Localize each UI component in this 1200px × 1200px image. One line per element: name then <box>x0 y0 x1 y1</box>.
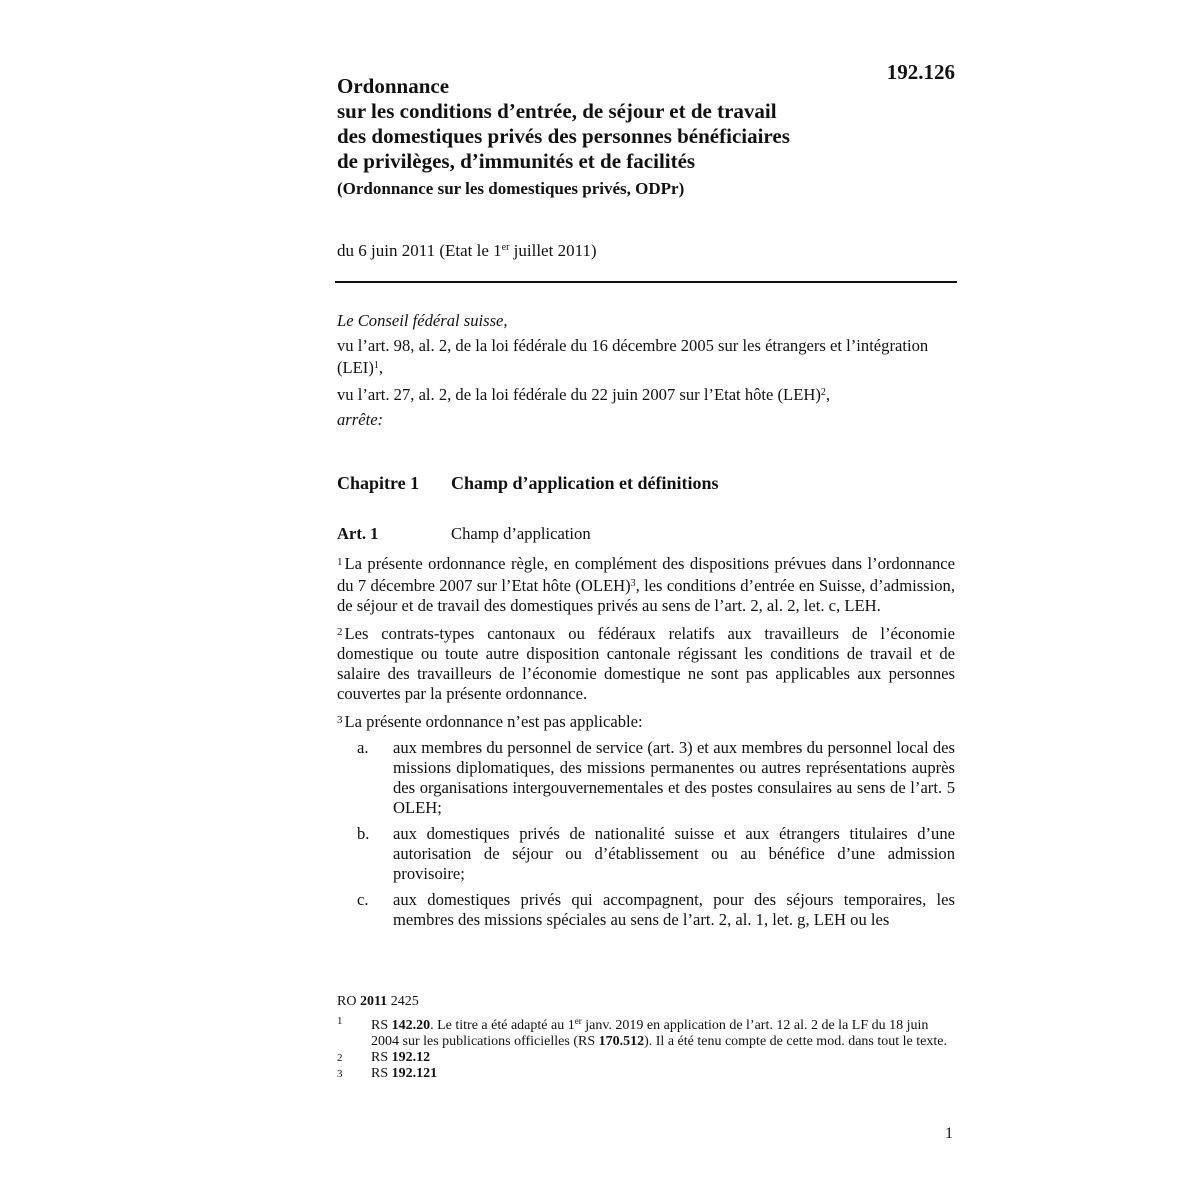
title-line: sur les conditions d’entrée, de séjour et de travail <box>337 99 777 123</box>
title-line: de privilèges, d’immunités et de facilités <box>337 149 696 173</box>
short-title: (Ordonnance sur les domestiques privés, ODPr) <box>337 179 685 198</box>
footnote-3-rs-link[interactable]: 192.121 <box>391 1066 438 1081</box>
paragraph-1 <box>337 552 955 616</box>
chapter-heading <box>337 473 719 494</box>
list-text: aux membres du personnel de service (art. 3) et aux membres du personnel local des missions diplomatiques, des missions permanentes ou autres représentations auprès des organisations intergouvernementales et des postes consulaires au sens de l’art. 5 OLEH; <box>393 738 955 817</box>
ro-prefix: RO <box>337 994 357 1009</box>
list-item <box>337 824 955 884</box>
footnote-ref-1[interactable]: 1 <box>373 360 379 371</box>
footnote-ref-3[interactable]: 3 <box>630 578 636 589</box>
preamble-basis-2 <box>337 383 957 405</box>
article-heading <box>337 524 591 544</box>
list-item <box>337 738 955 818</box>
footnote-number: 2 <box>337 1052 343 1064</box>
title-line: des domestiques privés des personnes bénéficiaires <box>337 124 790 148</box>
chapter-number: Chapitre 1 <box>337 473 420 493</box>
date-suffix: juillet 2011) <box>509 241 597 260</box>
paragraph-3 <box>337 710 955 732</box>
footnote-2-part: RS <box>371 1050 392 1065</box>
title-line: Ordonnance <box>337 74 450 98</box>
paragraph-number: 2 <box>337 626 343 638</box>
footnote-2 <box>337 1050 947 1066</box>
footnote-1-sup: er <box>574 1016 582 1026</box>
document-title <box>337 74 897 200</box>
footnote-1-part: ). Il a été tenu compte de cette mod. dans tout le texte. <box>644 1034 947 1049</box>
paragraph-1-text-b: , les conditions d’entrée en Suisse, d’admission, de séjour et de travail des domestiques privés au sens de l’art. 2, al. 2, let. c, LEH. <box>337 576 955 615</box>
footnote-1 <box>337 1013 947 1050</box>
ro-year: 2011 <box>359 994 388 1009</box>
chapter-title: Champ d’application et définitions <box>451 473 719 493</box>
paragraph-2 <box>337 622 955 704</box>
footnote-text <box>371 1066 947 1082</box>
paragraph-number: 3 <box>337 714 343 726</box>
document-number: 192.126 <box>886 60 955 84</box>
footnote-1-rs-link-2[interactable]: 170.512 <box>598 1034 645 1049</box>
paragraph-number: 1 <box>337 556 343 568</box>
footnote-2-rs-link[interactable]: 192.12 <box>391 1050 431 1065</box>
ro-page: 2425 <box>390 994 419 1009</box>
footnote-1-part: RS <box>371 1018 392 1033</box>
preamble-decision: arrête: <box>337 410 384 429</box>
preamble-authority: Le Conseil fédéral suisse, <box>337 311 508 330</box>
list-letter: c. <box>357 890 369 909</box>
footnote-number: 3 <box>337 1068 343 1080</box>
footnote-3 <box>337 1066 947 1082</box>
footnote-1-part: janv. 2019 en application de l’art. 12 al. 2 de la LF du 18 juin 2004 sur les publications officielles (RS <box>371 1018 929 1049</box>
page-number: 1 <box>945 1125 953 1142</box>
preamble-basis-2-end: , <box>825 385 831 404</box>
paragraph-2-text: Les contrats-types cantonaux ou fédéraux relatifs aux travailleurs de l’économie domestique ou toute autre disposition cantonale régissant les conditions de travail et de salaire des travailleurs de l’économie domestique ne sont pas applicables aux personnes couvertes par la présente ordonnance. <box>337 624 955 703</box>
list-text: aux domestiques privés de nationalité suisse et aux étrangers titulaires d’une autorisation de séjour ou d’établissement ou au bénéfice d’une admission provisoire; <box>393 824 955 883</box>
document-page <box>337 0 957 1200</box>
footnote-text <box>371 1050 947 1066</box>
preamble-basis-1-end: , <box>378 358 384 377</box>
footnote-ref-2[interactable]: 2 <box>820 387 826 398</box>
preamble-basis-2-text: vu l’art. 27, al. 2, de la loi fédérale du 22 juin 2007 sur l’Etat hôte (LEH) <box>337 385 821 404</box>
footnote-text <box>371 1013 947 1050</box>
date-superscript: er <box>501 242 510 253</box>
article-body <box>337 552 955 936</box>
list-text: aux domestiques privés qui accompagnent, pour des séjours temporaires, les membres des missions spéciales au sens de l’art. 2, al. 1, let. g, LEH ou les <box>393 890 955 929</box>
footnotes <box>337 994 947 1082</box>
paragraph-1-text-a: La présente ordonnance règle, en complément des dispositions prévues dans l’ordonnance du 7 décembre 2007 sur l’Etat hôte (OLEH) <box>337 554 955 595</box>
preamble-basis-1 <box>337 336 957 378</box>
paragraph-3-text: La présente ordonnance n’est pas applicable: <box>344 712 643 731</box>
list-letter: b. <box>357 824 370 843</box>
official-compilation-reference <box>337 994 947 1010</box>
article-title: Champ d’application <box>451 524 591 543</box>
preamble <box>337 311 957 435</box>
footnote-1-part: . Le titre a été adapté au 1 <box>430 1018 575 1033</box>
list-letter: a. <box>357 738 369 757</box>
date-line <box>337 241 597 261</box>
header-divider <box>335 281 957 283</box>
footnote-1-rs-link[interactable]: 142.20 <box>391 1018 431 1033</box>
preamble-basis-1-text: vu l’art. 98, al. 2, de la loi fédérale du 16 décembre 2005 sur les étrangers et l’intégration (LEI) <box>337 336 929 377</box>
article-number: Art. 1 <box>337 524 379 543</box>
footnote-number: 1 <box>337 1015 343 1027</box>
list-item <box>337 890 955 930</box>
date-prefix: du 6 juin 2011 (Etat le 1 <box>337 241 502 260</box>
footnote-3-part: RS <box>371 1066 392 1081</box>
